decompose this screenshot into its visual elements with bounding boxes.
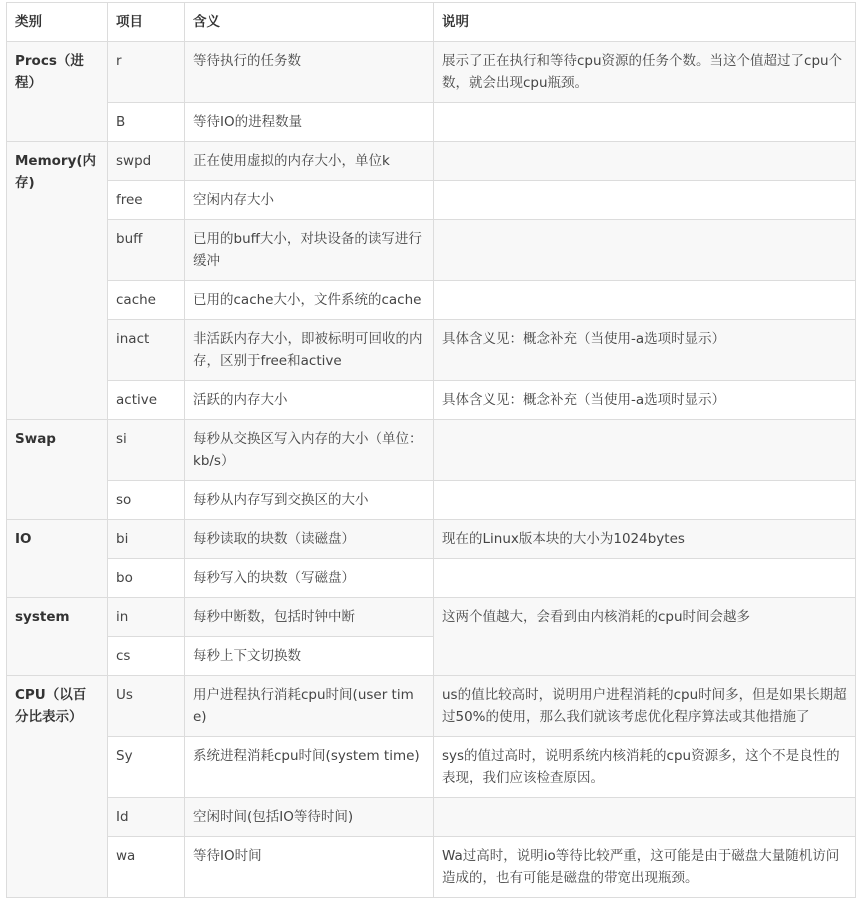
category-cell: Swap	[7, 420, 108, 520]
header-row	[7, 3, 856, 42]
category-cell: CPU（以百分比表示）	[7, 676, 108, 898]
note-cell	[434, 481, 856, 520]
table-row	[7, 42, 856, 103]
meaning-cell: 空闲时间(包括IO等待时间)	[185, 798, 434, 837]
item-cell: swpd	[108, 142, 185, 181]
note-cell	[434, 181, 856, 220]
table-row	[7, 103, 856, 142]
table-row	[7, 520, 856, 559]
item-cell: inact	[108, 320, 185, 381]
note-cell: sys的值过高时，说明系统内核消耗的cpu资源多，这个不是良性的表现，我们应该检查原因。	[434, 737, 856, 798]
note-cell: 展示了正在执行和等待cpu资源的任务个数。当这个值超过了cpu个数，就会出现cpu瓶颈。	[434, 42, 856, 103]
note-cell: 现在的Linux版本块的大小为1024bytes	[434, 520, 856, 559]
meaning-cell: 正在使用虚拟的内存大小，单位k	[185, 142, 434, 181]
note-cell: 具体含义见：概念补充（当使用-a选项时显示）	[434, 381, 856, 420]
item-cell: active	[108, 381, 185, 420]
meaning-cell: 等待IO的进程数量	[185, 103, 434, 142]
item-cell: bo	[108, 559, 185, 598]
item-cell: wa	[108, 837, 185, 898]
meaning-cell: 用户进程执行消耗cpu时间(user time)	[185, 676, 434, 737]
table-row	[7, 737, 856, 798]
table-row	[7, 281, 856, 320]
table-row	[7, 381, 856, 420]
table-row	[7, 481, 856, 520]
note-cell	[434, 220, 856, 281]
meaning-cell: 每秒上下文切换数	[185, 637, 434, 676]
note-cell	[434, 420, 856, 481]
meaning-cell: 已用的cache大小，文件系统的cache	[185, 281, 434, 320]
note-cell	[434, 103, 856, 142]
item-cell: cs	[108, 637, 185, 676]
note-cell	[434, 559, 856, 598]
note-cell: us的值比较高时，说明用户进程消耗的cpu时间多，但是如果长期超过50%的使用，那么我们就该考虑优化程序算法或其他措施了	[434, 676, 856, 737]
meaning-cell: 每秒从交换区写入内存的大小（单位：kb/s）	[185, 420, 434, 481]
table-row	[7, 798, 856, 837]
category-cell: Memory(内存)	[7, 142, 108, 420]
meaning-cell: 空闲内存大小	[185, 181, 434, 220]
meaning-cell: 每秒中断数，包括时钟中断	[185, 598, 434, 637]
header-item: 项目	[108, 3, 185, 42]
category-cell: system	[7, 598, 108, 676]
table-row	[7, 220, 856, 281]
item-cell: Id	[108, 798, 185, 837]
note-cell	[434, 798, 856, 837]
meaning-cell: 每秒从内存写到交换区的大小	[185, 481, 434, 520]
category-cell: IO	[7, 520, 108, 598]
meaning-cell: 活跃的内存大小	[185, 381, 434, 420]
item-cell: Us	[108, 676, 185, 737]
table-row	[7, 837, 856, 898]
item-cell: buff	[108, 220, 185, 281]
header-meaning: 含义	[185, 3, 434, 42]
item-cell: si	[108, 420, 185, 481]
meaning-cell: 每秒写入的块数（写磁盘）	[185, 559, 434, 598]
item-cell: r	[108, 42, 185, 103]
note-cell: 具体含义见：概念补充（当使用-a选项时显示）	[434, 320, 856, 381]
table-row	[7, 559, 856, 598]
item-cell: Sy	[108, 737, 185, 798]
table-row	[7, 420, 856, 481]
table-row	[7, 320, 856, 381]
meaning-cell: 非活跃内存大小，即被标明可回收的内存，区别于free和active	[185, 320, 434, 381]
meaning-cell: 系统进程消耗cpu时间(system time)	[185, 737, 434, 798]
item-cell: in	[108, 598, 185, 637]
table-row	[7, 142, 856, 181]
item-cell: bi	[108, 520, 185, 559]
meaning-cell: 等待执行的任务数	[185, 42, 434, 103]
category-cell: Procs（进程）	[7, 42, 108, 142]
note-cell: Wa过高时，说明io等待比较严重，这可能是由于磁盘大量随机访问造成的，也有可能是磁盘的带宽出现瓶颈。	[434, 837, 856, 898]
table-row	[7, 598, 856, 637]
item-cell: so	[108, 481, 185, 520]
header-category: 类别	[7, 3, 108, 42]
item-cell: cache	[108, 281, 185, 320]
vmstat-fields-table	[6, 2, 856, 898]
note-cell: 这两个值越大，会看到由内核消耗的cpu时间会越多	[434, 598, 856, 676]
meaning-cell: 每秒读取的块数（读磁盘）	[185, 520, 434, 559]
header-note: 说明	[434, 3, 856, 42]
table-row	[7, 676, 856, 737]
note-cell	[434, 142, 856, 181]
table-row	[7, 181, 856, 220]
note-cell	[434, 281, 856, 320]
item-cell: B	[108, 103, 185, 142]
meaning-cell: 已用的buff大小，对块设备的读写进行缓冲	[185, 220, 434, 281]
item-cell: free	[108, 181, 185, 220]
meaning-cell: 等待IO时间	[185, 837, 434, 898]
